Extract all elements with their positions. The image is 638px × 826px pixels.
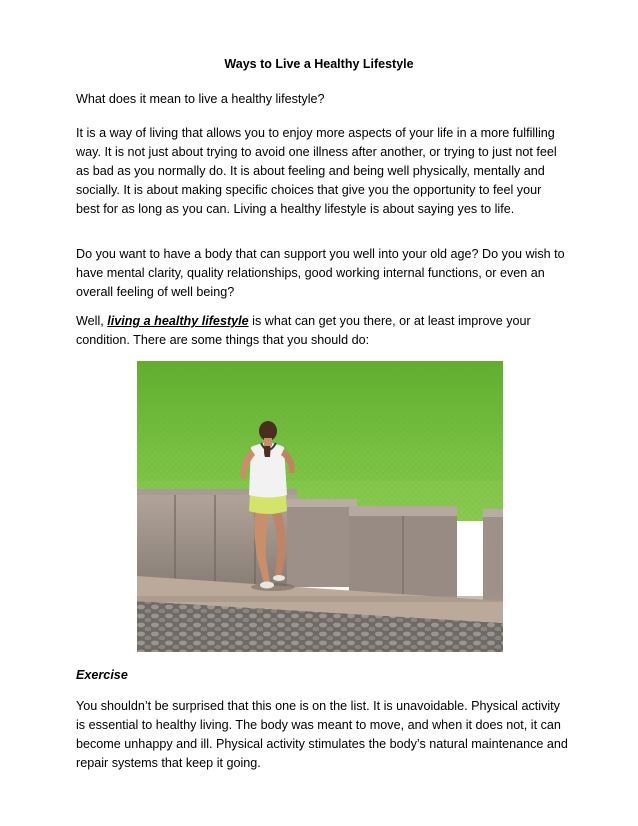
emphasis-healthy-lifestyle: living a healthy lifestyle [107,314,249,328]
paragraph-exercise: You shouldn’t be surprised that this one is on the list. It is unavoidable. Physical activity is essential to healthy living. The body was meant to move, and when it does not, it can become unhappy and ill. Physical activity stimulates the body’s natural maintenance and repair systems that keep it going. [76,699,568,770]
woman-jogging-photo [137,361,503,652]
paragraph-questions: Do you want to have a body that can support you well into your old age? Do you wish to have mental clarity, quality relationships, good working internal functions, or even an overall feeling of well being? [76,247,565,299]
intro-question: What does it mean to live a healthy lifestyle? [76,92,325,106]
paragraph-definition: It is a way of living that allows you to enjoy more aspects of your life in a more fulfilling way. It is not just about trying to avoid one illness after another, or trying to just not feel as bad as you normally do. It is about feeling and being well physically, mentally and socially. It is about making specific choices that give you the opportunity to feel your best for as long as you can. Living a healthy lifestyle is about saying yes to life. [76,126,557,216]
section-heading-exercise: Exercise [76,668,128,682]
paragraph-prefix: Well, [76,314,108,328]
paragraph-suffix: is what can get you there, or at least improve your condition. There are some things that you should do: [76,314,531,347]
paragraph-intro-list [76,312,568,350]
document-title: Ways to Live a Healthy Lifestyle [224,57,414,71]
